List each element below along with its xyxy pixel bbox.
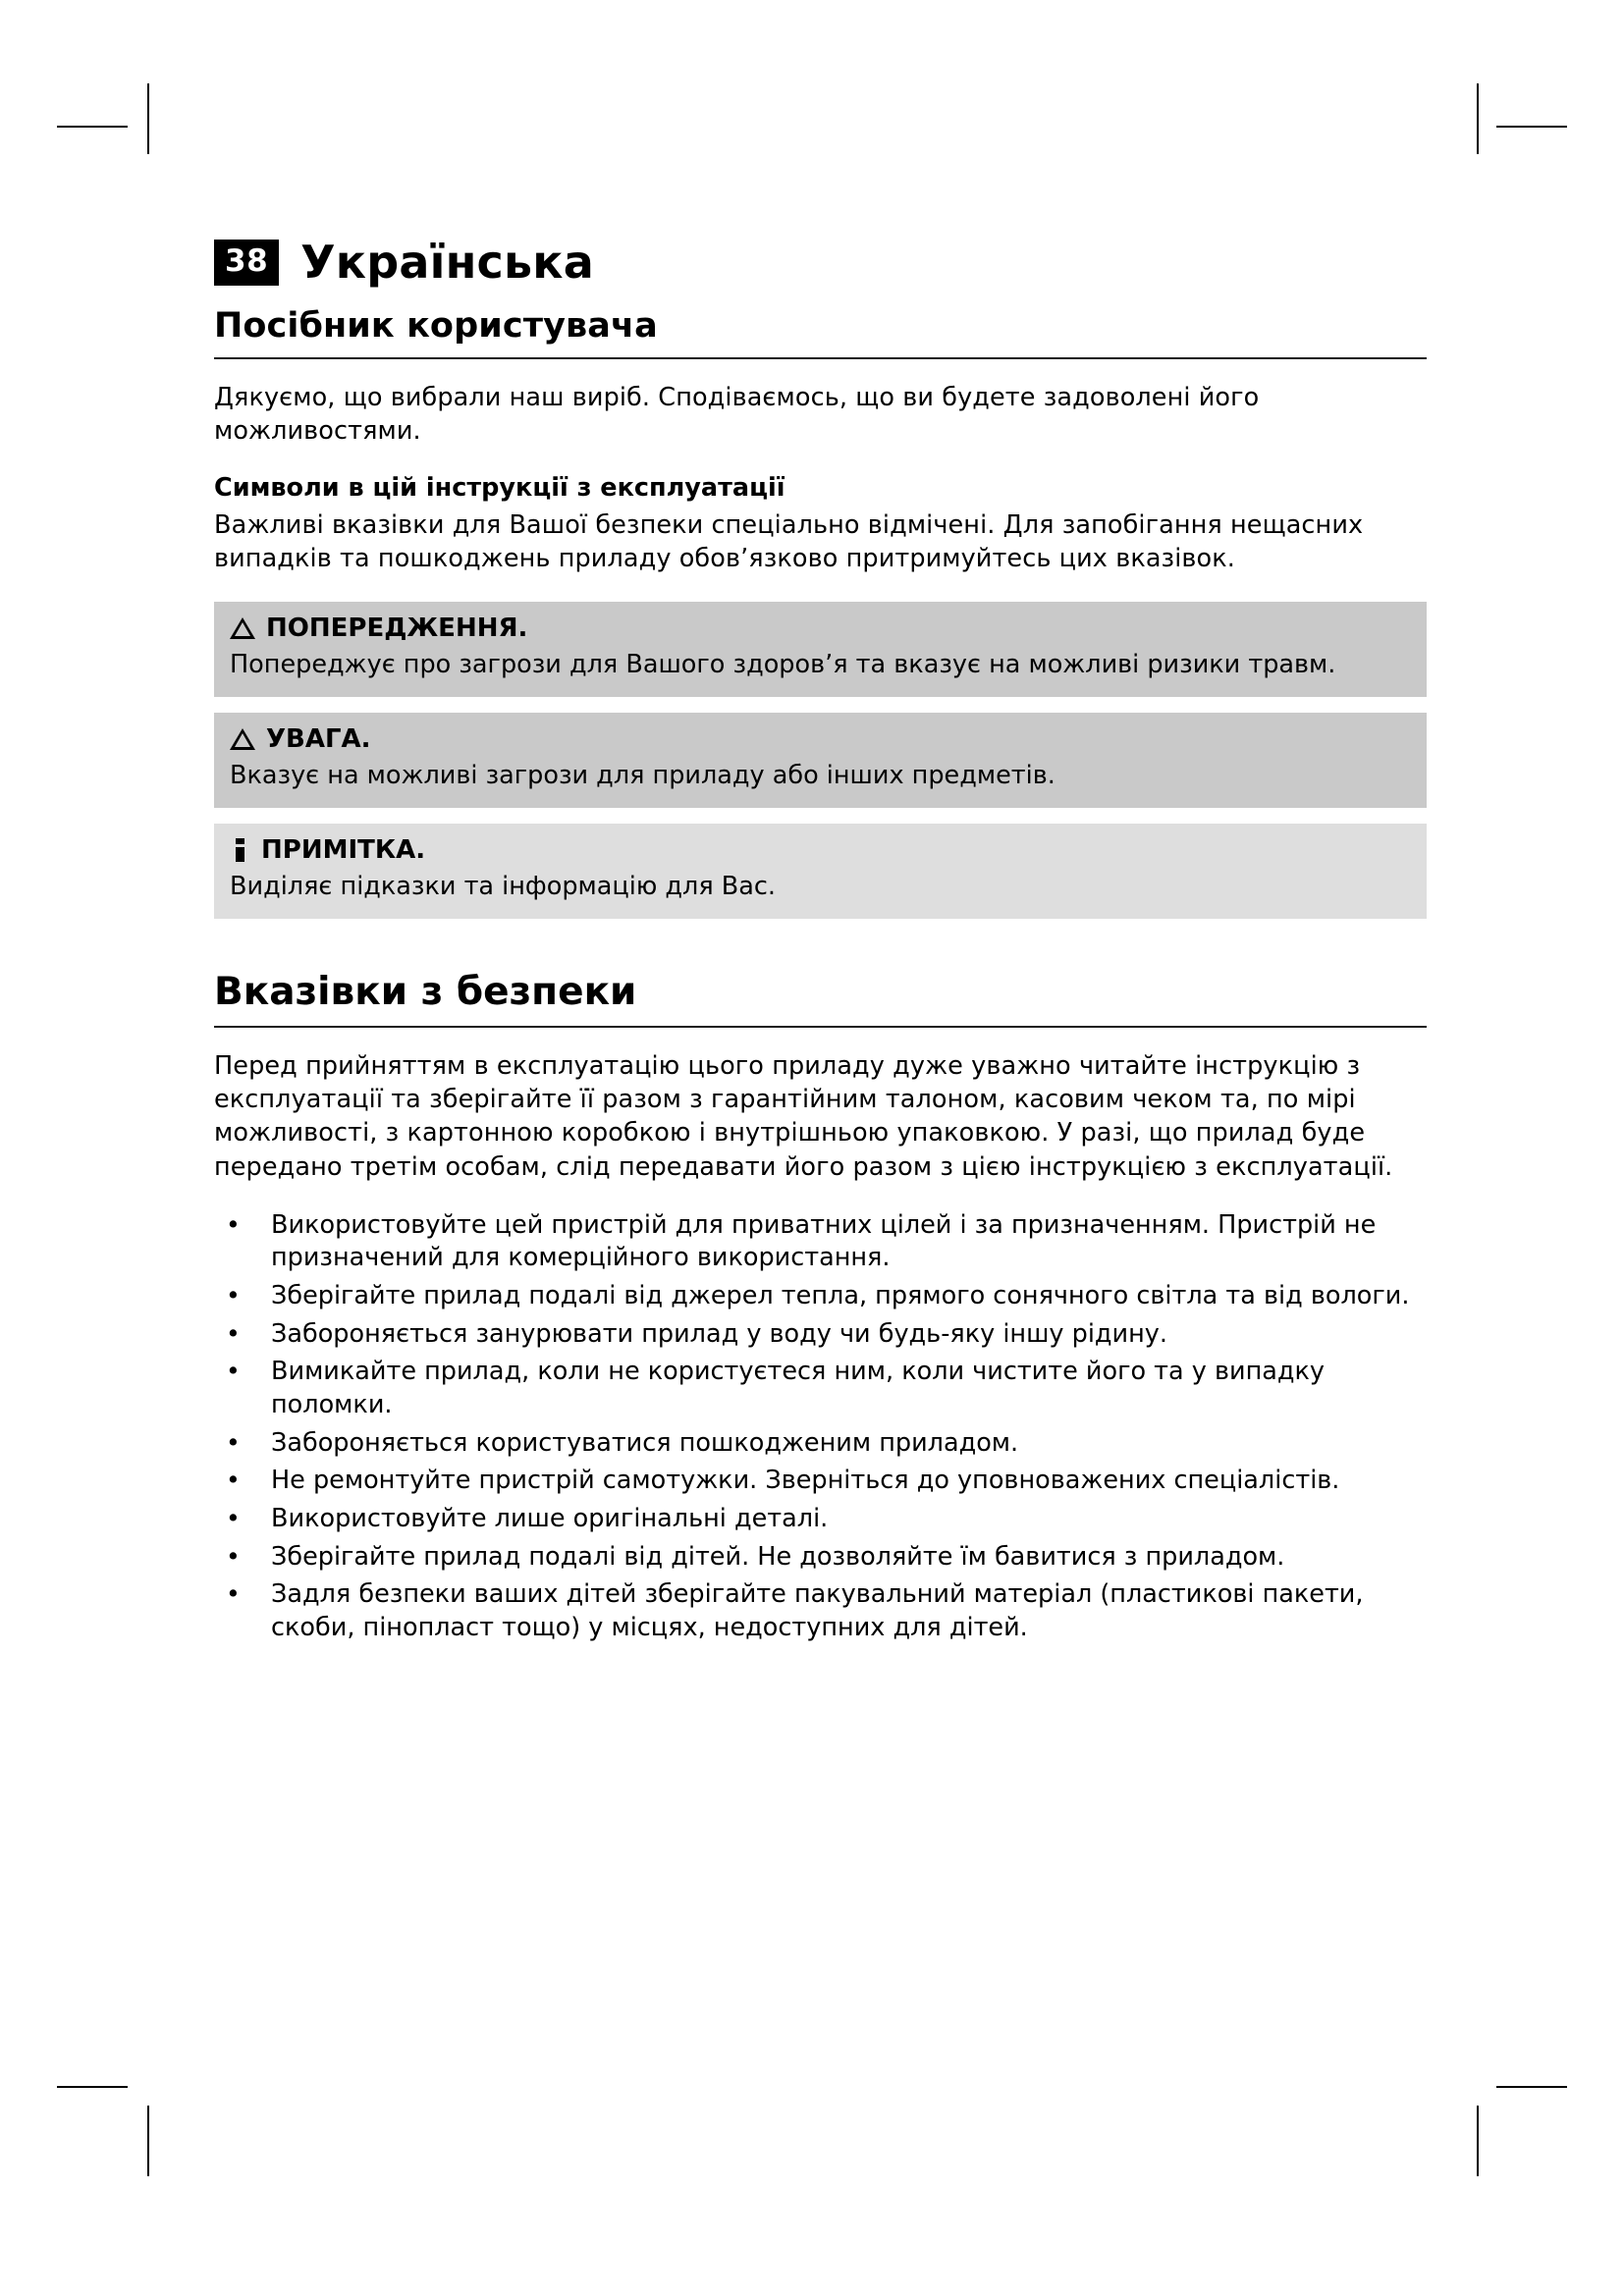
list-item: • Забороняється користуватися пошкодженим приладом. <box>214 1427 1427 1461</box>
list-item: • Використовуйте цей пристрій для приватних цілей і за призначенням. Пристрій не призначений для комерційного використання. <box>214 1209 1427 1275</box>
notice-caution-text: Вказує на можливі загрози для приладу або інших предметів. <box>230 760 1056 790</box>
caution-triangle-icon <box>230 728 255 750</box>
crop-mark-bottom-right-h <box>1496 2086 1567 2088</box>
safety-section-heading: Вказівки з безпеки <box>214 970 637 1015</box>
list-item: • Зберігайте прилад подалі від дітей. Не дозволяйте їм бавитися з приладом. <box>214 1541 1427 1575</box>
symbols-heading: Символи в цій інструкції з експлуатації <box>214 473 785 504</box>
intro-paragraph: Дякуємо, що вибрали наш виріб. Сподіваємось, що ви будете задоволені його можливостями. <box>214 383 1260 447</box>
crop-mark-bottom-right-v <box>1477 2106 1479 2176</box>
notice-caution <box>214 713 1427 808</box>
warning-triangle-icon <box>230 617 255 639</box>
list-item: • Вимикайте прилад, коли не користуєтеся ним, коли чистите його та у випадку поломки. <box>214 1356 1427 1421</box>
notice-note <box>214 824 1427 919</box>
list-item: • Використовуйте лише оригінальні деталі. <box>214 1503 1427 1536</box>
notice-warning-header <box>230 614 1411 643</box>
notice-note-header <box>230 835 1411 865</box>
list-item: • Задля безпеки ваших дітей зберігайте пакувальний матеріал (пластикові пакети, скоби, пінопласт тощо) у місцях, недоступних для дітей. <box>214 1578 1427 1644</box>
page-number-badge: 38 <box>214 240 279 286</box>
notice-warning <box>214 602 1427 697</box>
info-icon <box>236 838 244 862</box>
list-item: • Зберігайте прилад подалі від джерел тепла, прямого сонячного світла та від вологи. <box>214 1280 1427 1313</box>
notice-caution-header <box>230 724 1411 754</box>
notice-caution-title: УВАГА. <box>266 723 371 754</box>
safety-intro-paragraph: Перед прийняттям в експлуатацію цього приладу дуже уважно читайте інструкцію з експлуатації та зберігайте її разом з гарантійним талоном, касовим чеком та, по мірі можливості, з картонною коробкою і внутрішньою упаковкою. У разі, що прилад буде передано третім особам, слід передавати його разом з цією інструкцією з експлуатації. <box>214 1051 1393 1182</box>
crop-mark-top-left-v <box>147 83 149 154</box>
list-item: • Не ремонтуйте пристрій самотужки. Зверніться до уповноважених спеціалістів. <box>214 1465 1427 1498</box>
list-item: • Забороняється занурювати прилад у воду чи будь-яку іншу рідину. <box>214 1318 1427 1352</box>
crop-mark-bottom-left-v <box>147 2106 149 2176</box>
crop-mark-top-right-h <box>1496 126 1567 128</box>
language-name: Українська <box>300 236 594 289</box>
title-divider <box>214 357 1427 359</box>
safety-divider <box>214 1026 1427 1028</box>
page-title: Посібник користувача <box>214 306 658 346</box>
crop-mark-bottom-left-h <box>57 2086 128 2088</box>
notice-warning-text: Попереджує про загрози для Вашого здоров’я та вказує на можливі ризики травм. <box>230 649 1336 679</box>
crop-mark-top-right-v <box>1477 83 1479 154</box>
crop-mark-top-left-h <box>57 126 128 128</box>
safety-bullet-list <box>214 1209 1427 1645</box>
symbols-intro-paragraph: Важливі вказівки для Вашої безпеки спеціально відмічені. Для запобігання нещасних випадків та пошкоджень приладу обов’язково притримуйтесь цих вказівок. <box>214 510 1364 574</box>
language-header <box>214 236 1427 289</box>
notice-note-text: Виділяє підказки та інформацію для Вас. <box>230 871 777 901</box>
page-content <box>214 236 1427 1650</box>
notice-warning-title: ПОПЕРЕДЖЕННЯ. <box>266 613 528 643</box>
notice-note-title: ПРИМІТКА. <box>261 834 426 865</box>
